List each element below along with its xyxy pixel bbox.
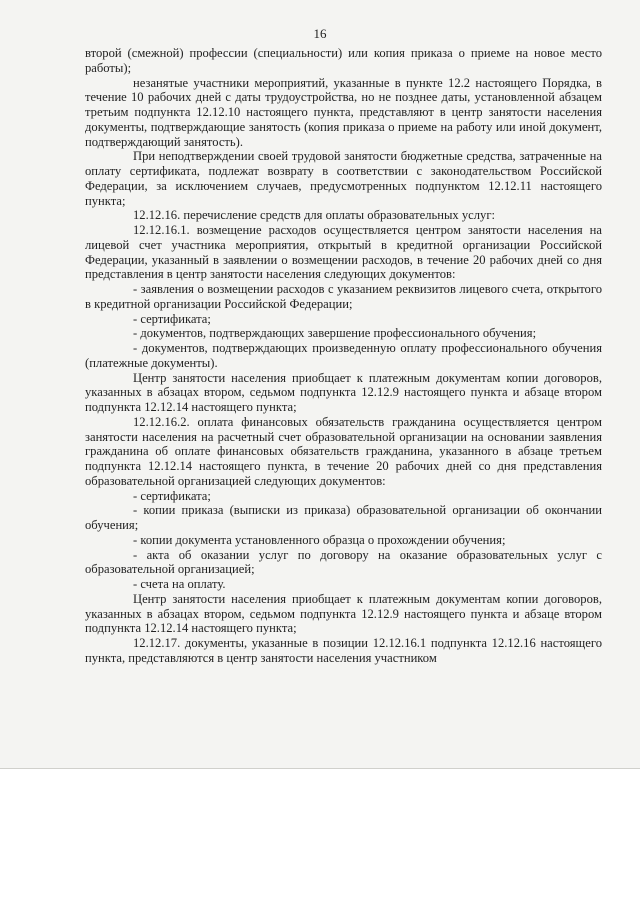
list-item: - документов, подтверждающих завершение профессионального обучения; [133, 326, 537, 341]
paragraph: 12.12.17. документы, указанные в позиции 12.12.16.1 подпункта 12.12.16 настоящего пункта, представляются в центр занятости населения участником [85, 636, 602, 665]
list-item: - акта об оказании услуг по договору на оказание образовательных услуг с образовательной организацией; [85, 547, 602, 577]
paragraph: 12.12.16.2. оплата финансовых обязательств гражданина осуществляется центром занятости населения на расчетный счет образовательной организации на основании заявления гражданина об оплате финансовых обязательств гражданина, указанного в абзаце третьем подпункта 12.12.14 настоящего пункта, в течение 20 рабочих дней со дня представления образовательной организацией следующих документов: [85, 414, 602, 488]
paragraph: 12.12.16. перечисление средств для оплаты образовательных услуг: [133, 208, 496, 223]
list-item: - копии документа установленного образца о прохождении обучения; [133, 532, 506, 547]
list-item: - документов, подтверждающих произведенную оплату профессионального обучения (платежные документы). [85, 341, 602, 370]
paragraph: 12.12.16.1. возмещение расходов осуществляется центром занятости населения на лицевой счет участника мероприятия, открытый в кредитной организации Российской Федерации, указанный в заявлении о возмещении расходов, в течение 20 рабочих дней со дня представления в центр занятости населения следующих документов: [85, 223, 602, 282]
paragraph: незанятые участники мероприятий, указанные в пункте 12.2 настоящего Порядка, в течение 10 рабочих дней с даты трудоустройства, но не позднее даты, установленной абзацем третьим подпункта 12.12.10 настоящего пункта, представляют в центр занятости населения документы, подтверждающие занятость (копия приказа о приеме на работу или иной документ, подтверждающий занятость). [85, 75, 602, 149]
list-item: - счета на оплату. [133, 577, 226, 591]
list-item: - сертификата; [133, 488, 211, 503]
list-item: - заявления о возмещении расходов с указанием реквизитов лицевого счета, открытого в кредитной организации Российской Федерации; [85, 282, 602, 311]
list-item: - сертификата; [133, 311, 211, 326]
list-item: - копии приказа (выписки из приказа) образовательной организации об окончании обучения; [85, 503, 602, 532]
paragraph: второй (смежной) профессии (специальности) или копия приказа о приеме на новое место работы); [85, 46, 602, 75]
document-body [85, 46, 602, 666]
page-number: 16 [313, 26, 327, 41]
paragraph: Центр занятости населения приобщает к платежным документам копии договоров, указанных в абзацах втором, седьмом подпункта 12.12.9 настоящего пункта и абзаце втором подпункта 12.12.14 настоящего пункта; [85, 370, 602, 414]
paragraph: При неподтверждении своей трудовой занятости бюджетные средства, затраченные на оплату сертификата, подлежат возврату в соответствии с законодательством Российской Федерации, за исключением случаев, предусмотренных подпунктом 12.12.11 настоящего пункта; [85, 149, 602, 208]
paragraph: Центр занятости населения приобщает к платежным документам копии договоров, указанных в абзацах втором, седьмом подпункта 12.12.9 настоящего пункта и абзаце втором подпункта 12.12.14 настоящего пункта; [85, 591, 602, 636]
